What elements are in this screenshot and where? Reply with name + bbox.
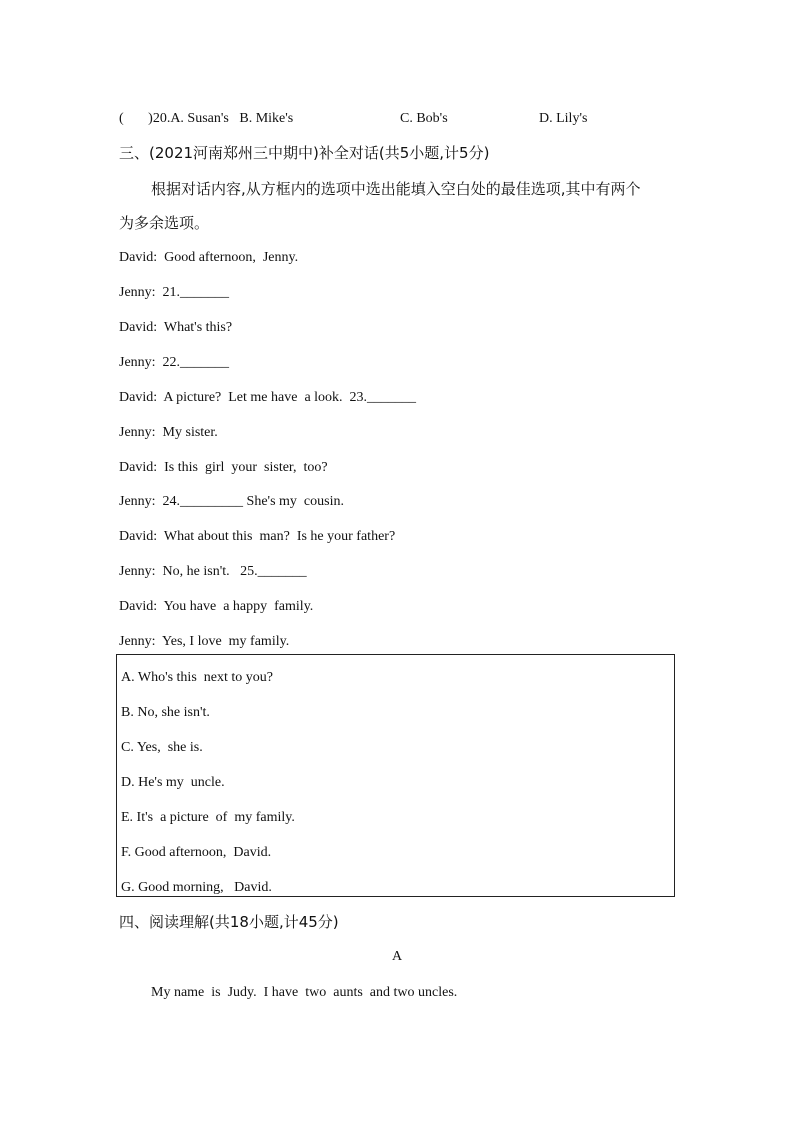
passage-label: A (391, 949, 403, 964)
option-item: D. He's my uncle. (121, 775, 225, 790)
dialogue-line: David: You have a happy family. (119, 599, 314, 614)
section-4-heading: 四、阅读理解(共18小题,计45分) (119, 913, 339, 931)
dialogue-line: Jenny: My sister. (119, 425, 218, 440)
passage-first-line: My name is Judy. I have two aunts and two uncles. (151, 985, 458, 1000)
section-3-heading: 三、(2021河南郑州三中期中)补全对话(共5小题,计5分) (119, 144, 490, 162)
option-item: C. Yes, she is. (121, 740, 203, 755)
option-item: A. Who's this next to you? (121, 670, 273, 685)
option-item: F. Good afternoon, David. (121, 845, 272, 860)
option-item: G. Good morning, David. (121, 880, 272, 895)
question-20-stem: ( )20.A. Susan's B. Mike's (119, 111, 294, 126)
dialogue-line: David: A picture? Let me have a look. 23._______ (119, 390, 417, 405)
option-item: E. It's a picture of my family. (121, 810, 295, 825)
dialogue-line: David: What about this man? Is he your father? (119, 529, 396, 544)
question-20-option-c: C. Bob's (400, 111, 448, 126)
option-item: B. No, she isn't. (121, 705, 210, 720)
dialogue-line: Jenny: Yes, I love my family. (119, 634, 290, 649)
question-20-option-d: D. Lily's (539, 111, 588, 126)
dialogue-line: David: Good afternoon, Jenny. (119, 250, 299, 265)
dialogue-line: Jenny: 21._______ (119, 285, 230, 300)
section-3-instruction-line-2: 为多余选项。 (119, 214, 210, 232)
dialogue-line: Jenny: 24._________ She's my cousin. (119, 494, 344, 509)
options-box (116, 654, 675, 897)
section-3-instruction-line-1: 根据对话内容,从方框内的选项中选出能填入空白处的最佳选项,其中有两个 (151, 180, 641, 198)
dialogue-line: Jenny: No, he isn't. 25._______ (119, 564, 307, 579)
dialogue-line: Jenny: 22._______ (119, 355, 230, 370)
dialogue-line: David: What's this? (119, 320, 233, 335)
dialogue-line: David: Is this girl your sister, too? (119, 460, 328, 475)
